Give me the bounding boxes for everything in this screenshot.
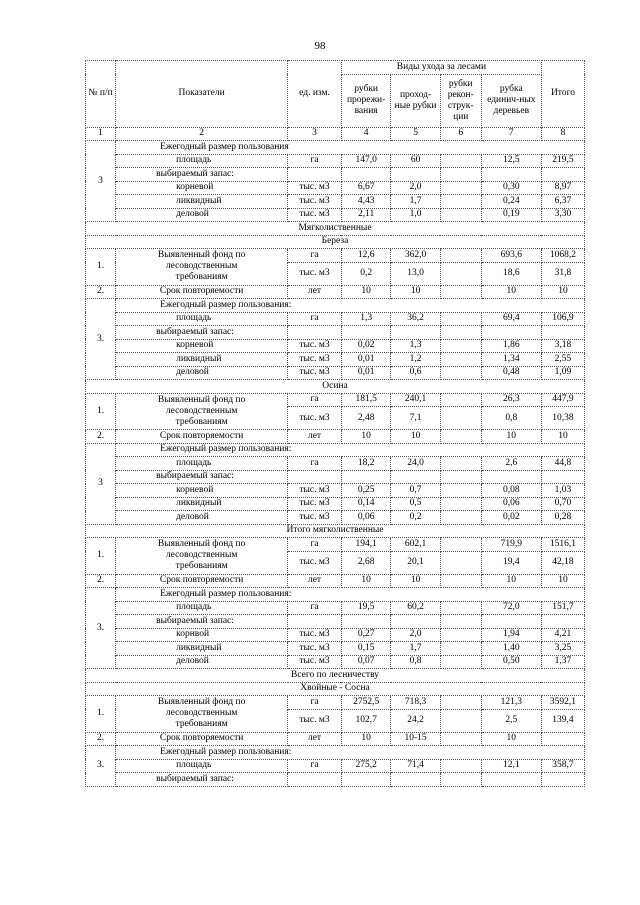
fund-label-1: Выявленный фонд по [157,697,246,708]
fund-label-2: лесоводственным [165,708,238,719]
liquid-label: ликвидный [116,642,288,656]
cell: 1516,1 [541,538,584,552]
cell: 10 [481,430,541,444]
cell: 0,48 [481,366,541,380]
cell [440,615,481,629]
fund-label [116,538,288,575]
cell: 106,9 [541,312,584,326]
cell: 1,34 [481,353,541,367]
header-group: Виды ухода за лесами [341,61,541,75]
cell: 24,2 [391,709,440,732]
area-label: площадь [116,457,288,471]
cell: 139,4 [541,709,584,732]
cell: 0,14 [341,497,390,511]
cell: 718,3 [391,696,440,710]
cell: 194,1 [341,538,390,552]
fund-label-1: Выявленный фонд по [157,394,246,405]
liquid-label: ликвидный [116,353,288,367]
cell: 0,2 [341,262,390,285]
col-num: 1 [86,127,116,141]
row-num: 2. [86,574,116,588]
cell [440,353,481,367]
unit: лет [288,574,342,588]
cell: 31,8 [541,262,584,285]
row-num: 1. [86,393,116,430]
cell [341,326,390,340]
cell: 0,02 [341,339,390,353]
cell: 2752,5 [341,696,390,710]
cell: 693,6 [481,249,541,263]
cell: 4,43 [341,195,390,209]
cell: 1,03 [541,484,584,498]
cell [440,312,481,326]
unit: тыс. м3 [288,511,342,525]
cell: 1,2 [391,353,440,367]
section-forestry-total: Всего по лесничеству [86,669,585,683]
annual-size-label: Ежегодный размер пользования [116,141,585,155]
cell: 24,0 [391,457,440,471]
unit: га [288,601,342,615]
unit: га [288,154,342,168]
cell: 147,0 [341,154,390,168]
cell [440,511,481,525]
row-num: 2. [86,285,116,299]
cell: 358,7 [541,759,584,773]
stock-label: выбираемый запас: [116,615,288,629]
cell: 26,3 [481,393,541,407]
cell [440,326,481,340]
fund-label-1: Выявленный фонд по [157,250,246,261]
header-total: Итого [541,61,584,128]
cell: 10 [391,574,440,588]
cell [440,732,481,746]
header-thinning: рубки прорежи-вания [341,74,390,127]
cell [391,470,440,484]
cell [341,615,390,629]
cell: 719,9 [481,538,541,552]
cell: 10 [341,430,390,444]
cell [541,732,584,746]
unit: га [288,538,342,552]
header-passage: проход-ные рубки [391,74,440,127]
unit: лет [288,430,342,444]
cell: 0,06 [341,511,390,525]
cell: 19,5 [341,601,390,615]
area-label: площадь [116,154,288,168]
cell: 10 [341,285,390,299]
cell: 60 [391,154,440,168]
unit: тыс. м3 [288,262,342,285]
cell: 0,7 [391,484,440,498]
cell: 0,8 [481,407,541,430]
unit: тыс. м3 [288,628,342,642]
stock-label: выбираемый запас: [116,470,288,484]
cell: 102,7 [341,709,390,732]
cell: 2,5 [481,709,541,732]
cell: 362,0 [391,249,440,263]
col-num: 3 [288,127,342,141]
cell [481,326,541,340]
cell: 12,6 [341,249,390,263]
cell: 0,02 [481,511,541,525]
cell [440,759,481,773]
cell [440,168,481,182]
root-label: корнвой [116,628,288,642]
section-aspen: Осина [86,380,585,394]
row-num: 2. [86,732,116,746]
cell [440,642,481,656]
cell: 10 [541,285,584,299]
cell [541,773,584,787]
cell [440,601,481,615]
cell: 0,8 [391,655,440,669]
cell: 18,2 [341,457,390,471]
cell: 71,4 [391,759,440,773]
annual-size-label: Ежегодный размер пользования: [116,299,585,313]
cell: 60,2 [391,601,440,615]
cell: 10 [481,732,541,746]
fund-label-3: требованиям [175,272,228,283]
unit: тыс. м3 [288,484,342,498]
cell [288,326,342,340]
cell [440,773,481,787]
cell [440,262,481,285]
cell: 13,0 [391,262,440,285]
row-num: 2. [86,430,116,444]
cell [440,538,481,552]
unit: тыс. м3 [288,709,342,732]
repeat-label: Срок повторяемости [116,574,288,588]
cell [481,168,541,182]
unit: тыс. м3 [288,195,342,209]
fund-label-2: лесоводственным [165,550,238,561]
cell: 2,0 [391,181,440,195]
cell: 1,3 [391,339,440,353]
cell: 0,01 [341,353,390,367]
cell: 10 [391,430,440,444]
cell: 7,1 [391,407,440,430]
cell [440,339,481,353]
cell [440,393,481,407]
cell [440,430,481,444]
cell [481,773,541,787]
cell: 18,6 [481,262,541,285]
cell [341,470,390,484]
area-label: площадь [116,601,288,615]
cell: 1,09 [541,366,584,380]
cell: 3,18 [541,339,584,353]
cell: 1,7 [391,195,440,209]
cell [440,628,481,642]
cell: 10,38 [541,407,584,430]
liquid-label: ликвидный [116,195,288,209]
fund-label [116,393,288,430]
cell: 0,6 [391,366,440,380]
cell [541,168,584,182]
cell: 1,86 [481,339,541,353]
cell [481,470,541,484]
cell: 2,55 [541,353,584,367]
cell [288,615,342,629]
business-label: деловой [116,366,288,380]
cell: 2,11 [341,208,390,222]
cell: 10 [481,574,541,588]
stock-label: выбираемый запас: [116,773,288,787]
col-num: 8 [541,127,584,141]
cell: 19,4 [481,551,541,574]
cell [440,484,481,498]
cell: 2,6 [481,457,541,471]
cell: 3592,1 [541,696,584,710]
row-num: 3. [86,299,116,380]
cell [391,773,440,787]
unit: тыс. м3 [288,497,342,511]
cell [440,709,481,732]
area-label: площадь [116,312,288,326]
cell: 0,5 [391,497,440,511]
stock-label: выбираемый запас: [116,168,288,182]
cell: 10 [341,732,390,746]
cell: 42,18 [541,551,584,574]
fund-label-2: лесоводственным [165,261,238,272]
unit: лет [288,285,342,299]
cell: 10 [481,285,541,299]
cell: 0,70 [541,497,584,511]
cell: 6,67 [341,181,390,195]
cell [440,655,481,669]
cell [341,168,390,182]
section-soft: Мягколиственные [86,222,585,236]
fund-label-1: Выявленный фонд по [157,539,246,550]
section-conifer-pine: Хвойные - Сосна [86,682,585,696]
row-num: 1. [86,249,116,286]
unit: тыс. м3 [288,407,342,430]
cell: 2,48 [341,407,390,430]
cell: 8,97 [541,181,584,195]
unit: тыс. м3 [288,353,342,367]
root-label: корневой [116,484,288,498]
cell: 72,0 [481,601,541,615]
cell: 1,3 [341,312,390,326]
fund-label [116,696,288,733]
cell: 0,01 [341,366,390,380]
section-birch: Береза [86,235,585,249]
cell: 10 [391,285,440,299]
col-num: 7 [481,127,541,141]
unit: лет [288,732,342,746]
fund-label-2: лесоводственным [165,405,238,416]
col-num: 4 [341,127,390,141]
cell: 0,24 [481,195,541,209]
cell: 602,1 [391,538,440,552]
cell [440,366,481,380]
cell: 6,37 [541,195,584,209]
cell: 447,9 [541,393,584,407]
repeat-label: Срок повторяемости [116,430,288,444]
header-reconstruction: рубки рекон-струк-ции [440,74,481,127]
cell: 69,4 [481,312,541,326]
header-num: № п/п [86,61,116,128]
row-num: 3. [86,746,116,787]
unit: га [288,393,342,407]
cell [440,407,481,430]
cell: 10-15 [391,732,440,746]
section-soft-total: Итого мягколиственные [86,524,585,538]
business-label: деловой [116,208,288,222]
cell: 240,1 [391,393,440,407]
col-num: 2 [116,127,288,141]
cell: 0,50 [481,655,541,669]
stock-label: выбираемый запас: [116,326,288,340]
annual-size-label: Ежегодный размер пользования: [116,588,585,602]
cell: 2,0 [391,628,440,642]
unit: тыс. м3 [288,551,342,574]
cell: 151,7 [541,601,584,615]
cell: 1,7 [391,642,440,656]
cell [440,208,481,222]
page-number: 98 [314,40,326,52]
cell: 2,68 [341,551,390,574]
cell [341,773,390,787]
cell: 20,1 [391,551,440,574]
cell: 12,5 [481,154,541,168]
row-num: 3. [86,588,116,669]
unit: тыс. м3 [288,208,342,222]
cell: 181,5 [341,393,390,407]
fund-label-3: требованиям [175,561,228,572]
cell [440,285,481,299]
header-unit: ед. изм. [288,61,342,128]
unit: га [288,759,342,773]
annual-size-label: Ежегодный размер пользования: [116,443,585,457]
cell [288,168,342,182]
cell: 10 [541,574,584,588]
cell [288,773,342,787]
row-num: 3 [86,141,116,222]
cell: 36,2 [391,312,440,326]
cell: 44,8 [541,457,584,471]
cell: 1068,2 [541,249,584,263]
row-num: 1. [86,538,116,575]
unit: тыс. м3 [288,655,342,669]
cell: 0,25 [341,484,390,498]
cell [440,457,481,471]
cell: 10 [541,430,584,444]
area-label: площадь [116,759,288,773]
cell: 0,06 [481,497,541,511]
cell [440,154,481,168]
row-num: 3 [86,443,116,524]
business-label: деловой [116,511,288,525]
cell: 275,2 [341,759,390,773]
header-single-trees: рубка единич-ных деревьев [481,74,541,127]
cell: 10 [341,574,390,588]
cell [391,615,440,629]
root-label: корневой [116,339,288,353]
unit: тыс. м3 [288,642,342,656]
cell: 0,15 [341,642,390,656]
unit: тыс. м3 [288,366,342,380]
cell: 121,3 [481,696,541,710]
fund-label-3: требованиям [175,719,228,730]
cell [440,195,481,209]
repeat-label: Срок повторяемости [116,285,288,299]
cell [391,326,440,340]
unit: га [288,457,342,471]
cell [391,168,440,182]
business-label: деловой [116,655,288,669]
col-num: 5 [391,127,440,141]
unit: га [288,249,342,263]
cell: 1,0 [391,208,440,222]
col-num: 6 [440,127,481,141]
cell: 0,08 [481,484,541,498]
unit: га [288,312,342,326]
root-label: корневой [116,181,288,195]
cell: 1,37 [541,655,584,669]
cell: 0,2 [391,511,440,525]
cell: 0,27 [341,628,390,642]
cell: 0,28 [541,511,584,525]
cell: 0,30 [481,181,541,195]
fund-label [116,249,288,286]
cell [440,470,481,484]
cell: 1,40 [481,642,541,656]
cell: 12,1 [481,759,541,773]
unit: тыс. м3 [288,339,342,353]
cell [440,696,481,710]
cell [541,470,584,484]
unit: га [288,696,342,710]
cell [481,615,541,629]
cell [288,470,342,484]
row-num: 1. [86,696,116,733]
unit: тыс. м3 [288,181,342,195]
fund-label-3: требованиям [175,416,228,427]
cell: 0,07 [341,655,390,669]
annual-size-label: Ежегодный размер пользования: [116,746,585,760]
liquid-label: ликвидный [116,497,288,511]
cell: 3,30 [541,208,584,222]
cell: 1,94 [481,628,541,642]
repeat-label: Срок повторяемости [116,732,288,746]
forest-care-table [85,60,585,787]
cell [541,615,584,629]
cell: 0,19 [481,208,541,222]
cell [440,551,481,574]
cell: 4,21 [541,628,584,642]
header-indicators: Показатели [116,61,288,128]
cell [440,249,481,263]
cell [440,497,481,511]
cell: 219,5 [541,154,584,168]
cell [541,326,584,340]
cell [440,181,481,195]
cell: 3,25 [541,642,584,656]
cell [440,574,481,588]
